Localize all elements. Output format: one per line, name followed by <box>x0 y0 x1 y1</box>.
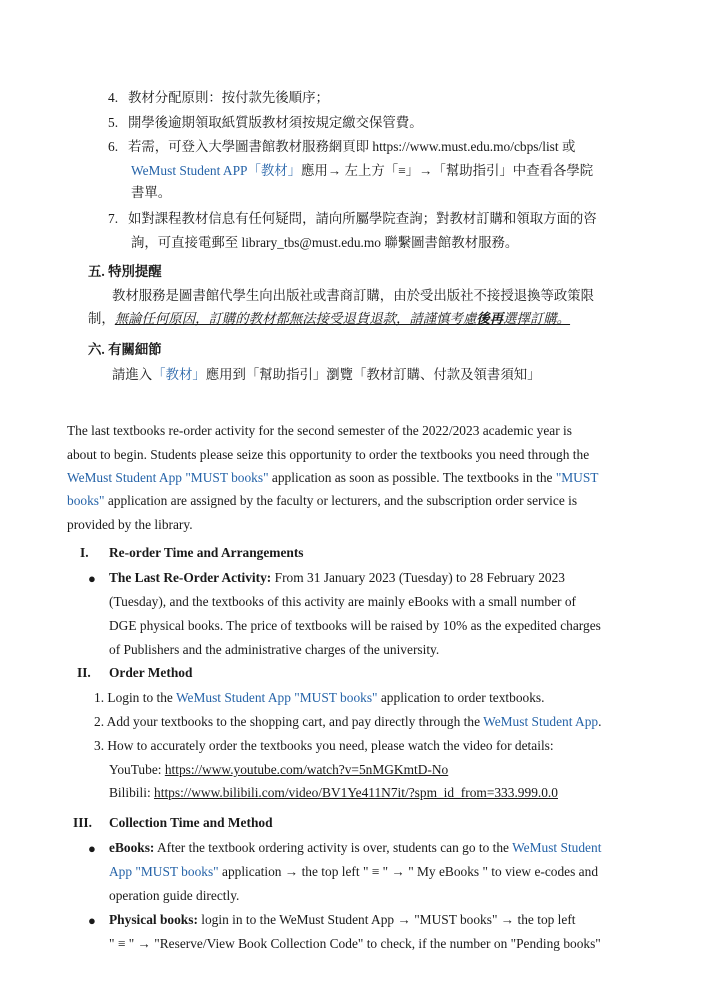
order-step-1: 1. Login to the WeMust Student App "MUST books" application to order textbooks. <box>94 690 545 705</box>
zh-section-5-line-1: 教材服務是圖書館代學生向出版社或書商訂購，由於受出版社不接授退換等政策限 <box>112 288 595 303</box>
no-refund-warning: 無論任何原因，訂購的教材都無法接受退貨退款，請謹慎考慮 <box>114 311 477 326</box>
zh-item-4: 4. 教材分配原則：按付款先後順序； <box>108 90 329 105</box>
en-intro-line-2: about to begin. Students please seize this opportunity to order the textbooks you need through the <box>67 447 590 462</box>
bullet-icon: ● <box>88 841 96 856</box>
must-books-link[interactable]: "MUST <box>555 470 599 485</box>
section-i-line-2: (Tuesday), and the textbooks of this activity are mainly eBooks with a small number of <box>109 594 576 609</box>
section-iii-numeral: III. <box>73 815 92 830</box>
order-step-3: 3. How to accurately order the textbooks you need, please watch the video for details: <box>94 738 554 753</box>
section-i-line-1: The Last Re-Order Activity: From 31 January 2023 (Tuesday) to 28 February 2023 <box>109 570 565 585</box>
zh-item-6-line-2: WeMust Student APP「教材」應用→ 左上方「≡」→「幫助指引」中查看各學院 <box>131 163 594 178</box>
wemust-must-books-link-2[interactable]: WeMust Student App "MUST books" <box>175 690 378 705</box>
zh-item-7-line-2: 詢，可直接電郵至 library_tbs@must.edu.mo 聯繫圖書館教材服務。 <box>131 235 519 250</box>
zh-item-7: 7. 如對課程教材信息有任何疑問，請向所屬學院查詢；對教材訂購和領取方面的咨 <box>108 211 597 226</box>
section-i-numeral: I. <box>80 545 89 560</box>
bullet-icon: ● <box>88 913 96 928</box>
youtube-link[interactable]: https://www.youtube.com/watch?v=5nMGKmtD-No <box>164 762 449 777</box>
ebooks-line-1: eBooks: After the textbook ordering activity is over, students can go to the WeMust Student <box>109 840 602 855</box>
physical-books-line-2: " ≡ " → "Reserve/View Book Collection Code" to check, if the number on "Pending books" <box>109 936 601 951</box>
youtube-line: YouTube: https://www.youtube.com/watch?v=5nMGKmtD-No <box>109 762 449 777</box>
section-i-line-4: of Publishers and the administrative charges of the university. <box>109 642 440 657</box>
section-ii-title: Order Method <box>109 665 193 680</box>
en-intro-line-3: WeMust Student App "MUST books" application as soon as possible. The textbooks in the "MUST <box>67 470 599 485</box>
must-books-link-cont[interactable]: books" <box>67 493 105 508</box>
wemust-student-link[interactable]: WeMust Student <box>512 840 602 855</box>
bullet-icon: ● <box>88 571 96 586</box>
section-iii-title: Collection Time and Method <box>109 815 273 830</box>
en-intro-line-1: The last textbooks re-order activity for the second semester of the 2022/2023 academic year is <box>67 423 572 438</box>
order-step-2: 2. Add your textbooks to the shopping cart, and pay directly through the WeMust Student App. <box>94 714 602 729</box>
ebooks-line-2: App "MUST books" application → the top left " ≡ " → " My eBooks " to view e-codes and <box>109 864 599 879</box>
zh-section-5-line-2: 制，無論任何原因，訂購的教材都無法接受退貨退款，請謹慎考慮後再選擇訂購。 <box>88 311 571 326</box>
section-ii-numeral: II. <box>77 665 91 680</box>
zh-section-6-line-1: 請進入「教材」應用到「幫助指引」瀏覽「教材訂購、付款及領書須知」 <box>112 367 541 382</box>
section-i-title: Re-order Time and Arrangements <box>109 545 304 560</box>
ebooks-line-3: operation guide directly. <box>109 888 240 903</box>
wemust-must-books-link[interactable]: WeMust Student App "MUST books" <box>67 470 269 485</box>
textbook-app-link[interactable]: 「教材」 <box>152 367 206 382</box>
bilibili-link[interactable]: https://www.bilibili.com/video/BV1Ye411N7it/?spm_id_from=333.999.0.0 <box>154 785 558 800</box>
section-i-line-3: DGE physical books. The price of textbooks will be raised by 10% as the expedited charges <box>109 618 601 633</box>
en-intro-line-5: provided by the library. <box>67 517 193 532</box>
no-refund-warning-bold: 後再 <box>476 311 504 326</box>
must-books-app-link[interactable]: App "MUST books" <box>109 864 219 879</box>
zh-item-5: 5. 開學後逾期領取紙質版教材須按規定繳交保管費。 <box>108 115 423 130</box>
zh-section-6-title: 六. 有關細節 <box>88 342 162 357</box>
bilibili-line: Bilibili: https://www.bilibili.com/video/BV1Ye411N7it/?spm_id_from=333.999.0.0 <box>109 785 558 800</box>
zh-section-5-title: 五. 特別提醒 <box>88 264 162 279</box>
zh-item-6: 6. 若需，可登入大學圖書館教材服務網頁即 https://www.must.edu.mo/cbps/list 或 <box>108 139 576 154</box>
no-refund-warning-end: 選擇訂購。 <box>503 311 571 326</box>
zh-item-6-line-3: 書單。 <box>131 185 172 200</box>
wemust-app-link-2[interactable]: WeMust Student App <box>483 714 599 729</box>
en-intro-line-4: books" application are assigned by the faculty or lecturers, and the subscription order service is <box>67 493 578 508</box>
wemust-app-link[interactable]: WeMust Student APP「教材」 <box>131 163 302 178</box>
physical-books-line-1: Physical books: login in to the WeMust Student App → "MUST books" → the top left <box>109 912 576 927</box>
